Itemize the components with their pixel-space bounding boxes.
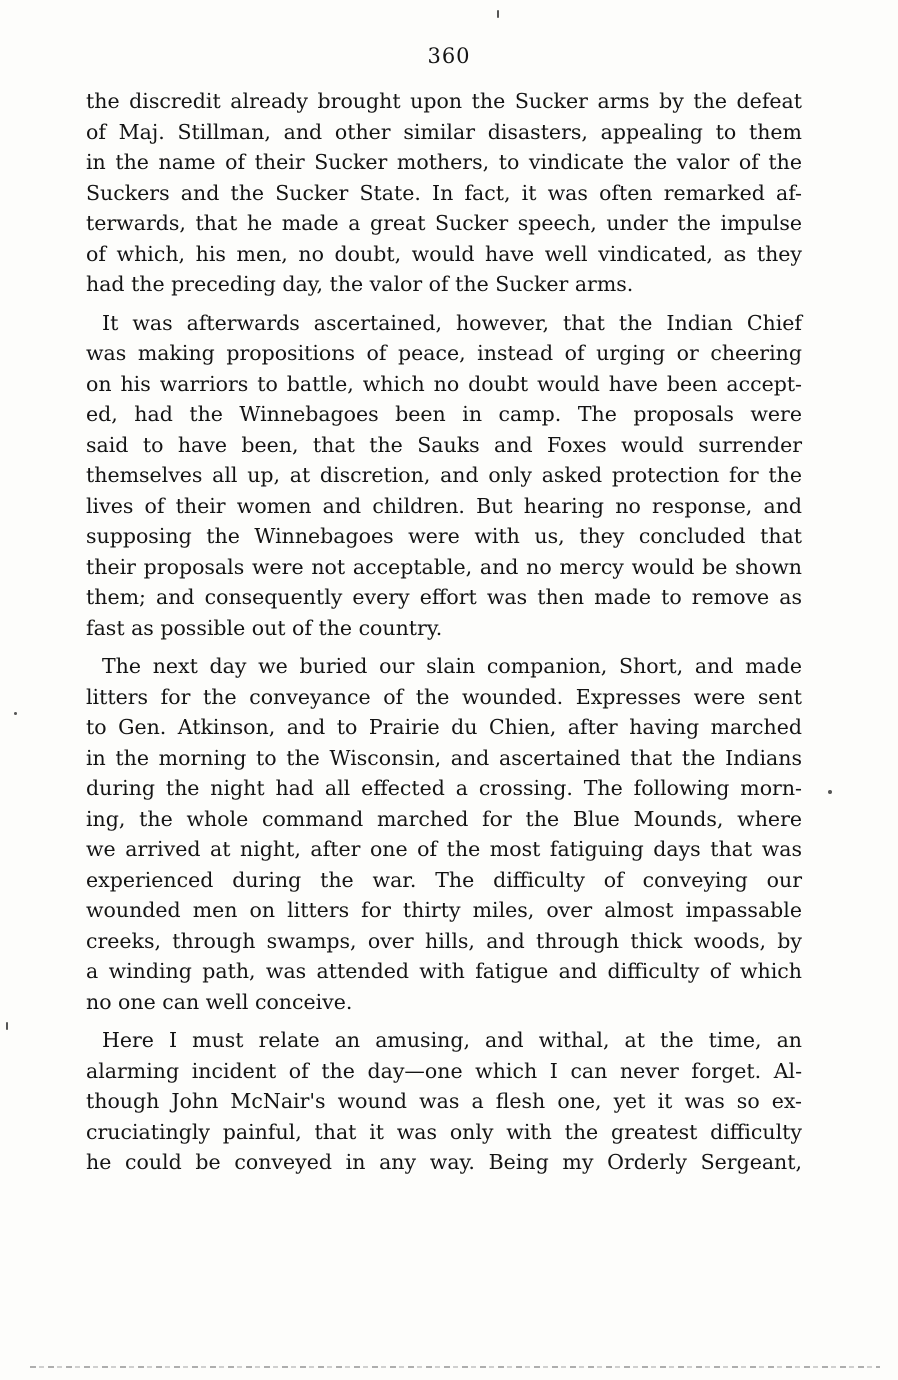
text-line: said to have been, that the Sauks and Foxes would surrender: [86, 432, 802, 457]
text-line: was making propositions of peace, instead of urging or cheering: [86, 341, 802, 365]
paragraph-3: [86, 651, 802, 1017]
text-line: he could be conveyed in any way. Being my Orderly Sergeant,: [86, 1150, 802, 1174]
scan-speck: [6, 1022, 8, 1030]
text-line: wounded men on litters for thirty miles, over almost impassable: [86, 898, 802, 922]
text-line: a winding path, was attended with fatigue and difficulty of which: [86, 959, 802, 983]
text-line: Suckers and the Sucker State. In fact, it was often remarked af-: [86, 180, 802, 205]
text-line: no one can well conceive.: [86, 989, 353, 1014]
text-line: litters for the conveyance of the wounded. Expresses were sent: [86, 684, 802, 709]
text-line: in the name of their Sucker mothers, to vindicate the valor of the: [86, 150, 802, 174]
text-line: their proposals were not acceptable, and no mercy would be shown: [86, 554, 802, 579]
text-line: supposing the Winnebagoes were with us, they concluded that: [86, 524, 802, 548]
text-line: them; and consequently every effort was then made to remove as: [86, 585, 802, 609]
text-line: in the morning to the Wisconsin, and ascertained that the Indians: [86, 745, 802, 770]
page-number: 360: [427, 44, 471, 68]
text-line: of Maj. Stillman, and other similar disasters, appealing to them: [86, 119, 802, 144]
text-line: on his warriors to battle, which no doubt would have been accept-: [86, 371, 802, 396]
text-line: ing, the whole command marched for the Blue Mounds, where: [86, 806, 802, 831]
text-line: though John McNair's wound was a flesh one, yet it was so ex-: [86, 1089, 802, 1113]
text-line: terwards, that he made a great Sucker speech, under the impulse: [86, 211, 802, 235]
text-line: Here I must relate an amusing, and withal, at the time, an: [102, 1028, 802, 1052]
scan-speck: [497, 10, 499, 18]
text-line: to Gen. Atkinson, and to Prairie du Chien, after having marched: [86, 715, 802, 739]
text-line: It was afterwards ascertained, however, that the Indian Chief: [102, 310, 802, 335]
paragraph-1: [86, 86, 802, 300]
text-line: alarming incident of the day—one which I can never forget. Al-: [86, 1058, 802, 1083]
scan-speck: [828, 790, 832, 794]
text-line: ed, had the Winnebagoes been in camp. The proposals were: [86, 402, 802, 426]
scan-edge-rule: [30, 1366, 880, 1368]
text-line: we arrived at night, after one of the most fatiguing days that was: [86, 837, 802, 861]
text-line: The next day we buried our slain companion, Short, and made: [102, 654, 802, 678]
scan-speck: [14, 712, 17, 715]
text-line: of which, his men, no doubt, would have well vindicated, as they: [86, 241, 802, 266]
text-line: cruciatingly painful, that it was only with the greatest difficulty: [86, 1119, 802, 1144]
body-text: [86, 86, 802, 1178]
text-line: during the night had all effected a crossing. The following morn-: [86, 776, 802, 800]
paragraph-2: [86, 308, 802, 644]
text-line: fast as possible out of the country.: [86, 615, 443, 640]
text-line: creeks, through swamps, over hills, and through thick woods, by: [86, 928, 802, 953]
text-line: had the preceding day, the valor of the Sucker arms.: [86, 272, 634, 296]
text-line: the discredit already brought upon the Sucker arms by the defeat: [86, 89, 802, 113]
text-line: themselves all up, at discretion, and only asked protection for the: [86, 463, 802, 487]
text-line: experienced during the war. The difficulty of conveying our: [86, 867, 802, 892]
paragraph-4: [86, 1025, 802, 1178]
text-line: lives of their women and children. But hearing no response, and: [86, 493, 802, 518]
